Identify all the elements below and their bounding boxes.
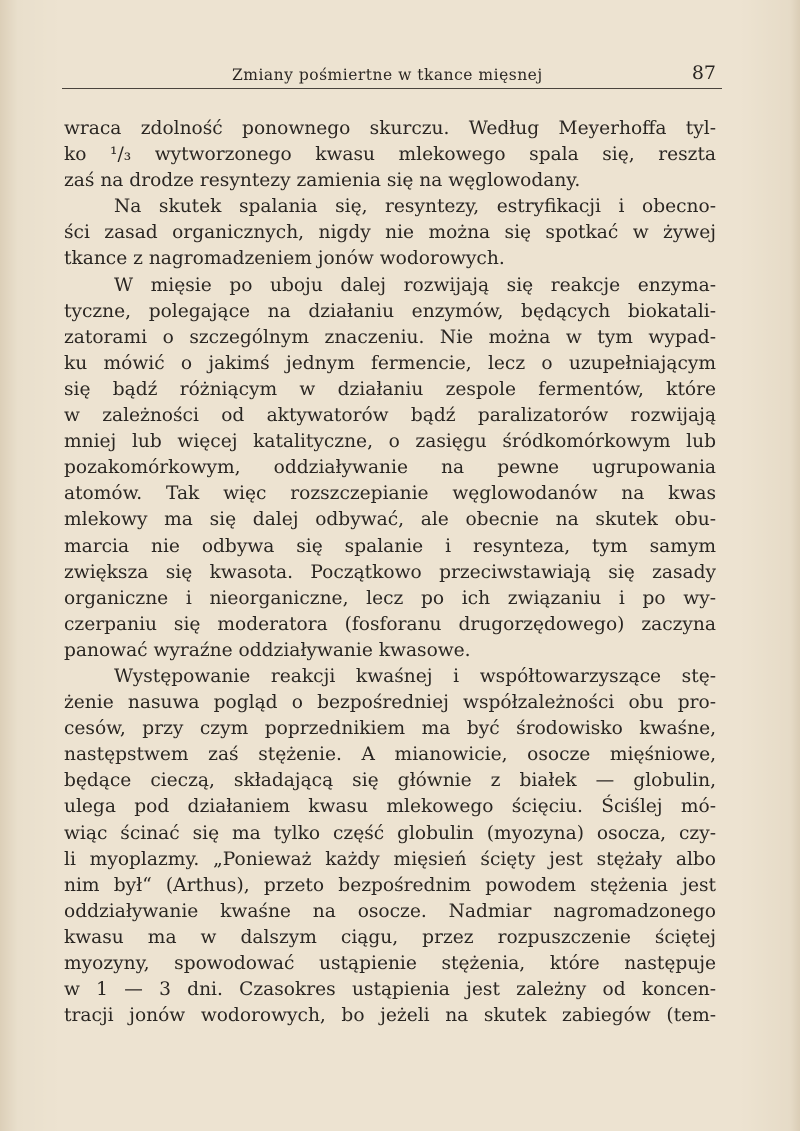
text-line: tracji jonów wodorowych, bo jeżeli na skutek zabiegów (tem- [64, 1005, 716, 1027]
text-line: Występowanie reakcji kwaśnej i współtowarzyszące stę- [114, 665, 716, 687]
text-line: wraca zdolność ponownego skurczu. Według Meyerhoffa tyl- [64, 118, 716, 139]
running-title: Zmiany pośmiertne w tkance mięsnej [232, 66, 543, 84]
page-number: 87 [691, 62, 716, 84]
text-line: W mięsie po uboju dalej rozwijają się reakcje enzyma- [114, 274, 716, 296]
text-line: zaś na drodze resyntezy zamienia się na węglowodany. [64, 170, 581, 192]
text-line: cesów, przy czym poprzednikiem ma być środowisko kwaśne, [64, 718, 716, 740]
text-line: organiczne i nieorganiczne, lecz po ich związaniu i po wy- [64, 587, 716, 609]
text-line: marcia nie odbywa się spalanie i resynteza, tym samym [64, 535, 716, 557]
text-line: mniej lub więcej katalityczne, o zasięgu śródkomórkowym lub [64, 431, 716, 453]
text-line: czerpaniu się moderatora (fosforanu drugorzędowego) zaczyna [64, 613, 716, 635]
body-text [64, 116, 716, 1029]
text-line: ko ¹/₃ wytworzonego kwasu mlekowego spala się, reszta [64, 144, 716, 166]
text-line: będące cieczą, składającą się głównie z białek — globulin, [64, 770, 716, 792]
header-rule [62, 88, 722, 89]
text-line: ulega pod działaniem kwasu mlekowego ścięciu. Ściślej mó- [64, 796, 716, 818]
text-line: wiąc ścinać się ma tylko część globulin (myozyna) osocza, czy- [64, 822, 716, 844]
text-line: ku mówić o jakimś jednym fermencie, lecz o uzupełniającym [64, 352, 716, 374]
text-line: ści zasad organicznych, nigdy nie można się spotkać w żywej [64, 222, 716, 244]
text-line: oddziaływanie kwaśne na osocze. Nadmiar nagromadzonego [64, 900, 716, 922]
text-line: panować wyraźne oddziaływanie kwasowe. [64, 639, 471, 661]
text-line: myozyny, spowodować ustąpienie stężenia, które następuje [64, 953, 716, 974]
text-line: mlekowy ma się dalej odbywać, ale obecnie na skutek obu- [64, 509, 716, 531]
text-line: zatorami o szczególnym znaczeniu. Nie można w tym wypad- [64, 326, 716, 348]
text-line: pozakomórkowym, oddziaływanie na pewne ugrupowania [64, 457, 716, 479]
text-line: zwiększa się kwasota. Początkowo przeciwstawiają się zasady [64, 561, 716, 583]
text-line: się bądź różniącym w działaniu zespole fermentów, które [64, 378, 716, 400]
text-line: Na skutek spalania się, resyntezy, estryfikacji i obecno- [114, 196, 716, 218]
text-line: w 1 — 3 dni. Czasokres ustąpienia jest zależny od koncen- [64, 979, 716, 1001]
text-line: tyczne, polegające na działaniu enzymów, będących biokatali- [64, 300, 716, 322]
text-line: tkance z nagromadzeniem jonów wodorowych. [64, 248, 505, 270]
text-line: następstwem zaś stężenie. A mianowicie, osocze mięśniowe, [64, 744, 716, 766]
text-line: atomów. Tak więc rozszczepianie węglowodanów na kwas [64, 483, 716, 505]
text-line: kwasu ma w dalszym ciągu, przez rozpuszczenie ściętej [64, 926, 716, 948]
text-line: w zależności od aktywatorów bądź paralizatorów rozwijają [64, 405, 716, 427]
text-line: żenie nasuwa pogląd o bezpośredniej współzależności obu pro- [64, 692, 716, 714]
text-line: nim był“ (Arthus), przeto bezpośrednim powodem stężenia jest [64, 874, 716, 896]
page-header [62, 62, 722, 92]
text-line: li myoplazmy. „Ponieważ każdy mięsień ścięty jest stężały albo [64, 848, 716, 870]
